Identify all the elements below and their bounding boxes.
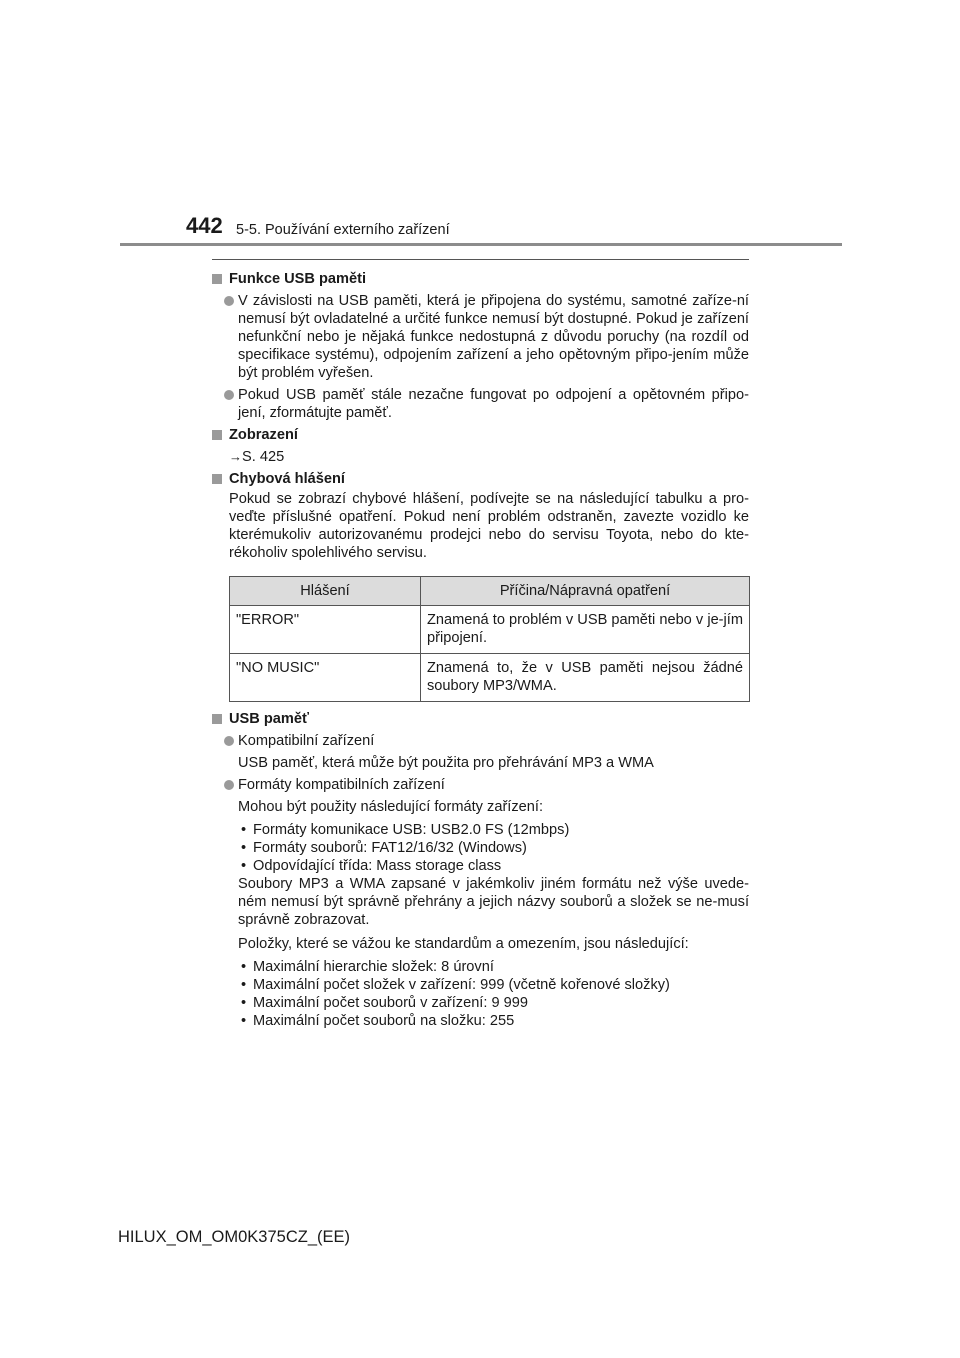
formats-list xyxy=(212,821,749,875)
list-item: • Maximální počet složek v zařízení: 999 (včetně kořenové složky) xyxy=(238,976,749,994)
table-cell-cause: Znamená to, že v USB paměti nejsou žádné soubory MP3/WMA. xyxy=(421,654,750,702)
table-row xyxy=(230,654,750,702)
reference-text: S. 425 xyxy=(242,449,285,465)
list-item: • Maximální počet souborů v zařízení: 9 999 xyxy=(238,994,749,1012)
heading-text: Chybová hlášení xyxy=(229,471,345,487)
body-paragraph: Mohou být použity následující formáty zařízení: xyxy=(238,799,543,815)
bullet-text: V závislosti na USB paměti, která je připojena do systému, samotné zaříze-ní nemusí být ovladatelné a určité funkce nemusí být dostupné. Pokud je zařízení nefunkční nebo je nějaká funkce nedostupná z důvodu poruchy (na rozdíl od specifikace systému), odpojením zařízení a jeho opětovným připo-jením může být problém vyřešen. xyxy=(238,293,749,381)
page-number: 442 xyxy=(186,213,223,238)
heading-display xyxy=(212,426,749,444)
square-bullet-icon xyxy=(212,474,222,484)
limits-intro: Položky, které se vážou ke standardům a omezením, jsou následující: xyxy=(238,936,689,952)
header-rule xyxy=(120,243,842,246)
body-paragraph: USB paměť, která může být použita pro přehrávání MP3 a WMA xyxy=(238,755,654,771)
page-reference[interactable] xyxy=(212,448,749,466)
table-cell-message: "ERROR" xyxy=(230,606,421,654)
bullet-text: Kompatibilní zařízení xyxy=(238,733,375,749)
limits-list xyxy=(212,958,749,1030)
circle-bullet-icon xyxy=(224,780,234,790)
footer-document-code: HILUX_OM_OM0K375CZ_(EE) xyxy=(118,1228,350,1246)
circle-bullet-icon xyxy=(224,736,234,746)
heading-text: Funkce USB paměti xyxy=(229,271,367,287)
error-messages-table xyxy=(229,576,750,702)
square-bullet-icon xyxy=(212,274,222,284)
bullet-text: Formáty kompatibilních zařízení xyxy=(238,777,445,793)
list-item: • Formáty komunikace USB: USB2.0 FS (12mbps) xyxy=(238,821,749,839)
table-cell-cause: Znamená to problém v USB paměti nebo v je-jím připojení. xyxy=(421,606,750,654)
square-bullet-icon xyxy=(212,430,222,440)
list-item: • Formáty souborů: FAT12/16/32 (Windows) xyxy=(238,839,749,857)
table-header-cell: Příčina/Nápravná opatření xyxy=(421,577,750,606)
list-item: • Odpovídající třída: Mass storage class xyxy=(238,857,749,875)
arrow-right-icon: → xyxy=(229,449,242,464)
bullet-item xyxy=(212,732,749,750)
table-header-cell: Hlášení xyxy=(230,577,421,606)
table-header-row xyxy=(230,577,750,606)
heading-text: Zobrazení xyxy=(229,427,298,443)
page-content xyxy=(212,266,749,1030)
heading-usb-memory xyxy=(212,710,749,728)
heading-errors xyxy=(212,470,749,488)
content-rule xyxy=(212,259,749,260)
list-item: • Maximální hierarchie složek: 8 úrovní xyxy=(238,958,749,976)
bullet-text: Pokud USB paměť stále nezačne fungovat po odpojení a opětovném připo-jení, zformátujte paměť. xyxy=(238,387,749,421)
section-title: 5-5. Používání externího zařízení xyxy=(236,222,450,238)
list-item: • Maximální počet souborů na složku: 255 xyxy=(238,1012,749,1030)
table-row xyxy=(230,606,750,654)
errors-paragraph: Pokud se zobrazí chybové hlášení, podívejte se na následující tabulku a pro-veďte příslušné opatření. Pokud není problém odstraněn, zavezte vozidlo ke kterémukoliv autorizovanému prodejci nebo do servisu Toyota, nebo do kte-rékoholiv spolehlivého servisu. xyxy=(229,491,749,561)
bullet-item xyxy=(212,292,749,382)
heading-text: USB paměť xyxy=(229,711,309,727)
circle-bullet-icon xyxy=(224,390,234,400)
circle-bullet-icon xyxy=(224,296,234,306)
square-bullet-icon xyxy=(212,714,222,724)
bullet-item xyxy=(212,386,749,422)
formats-note: Soubory MP3 a WMA zapsané v jakémkoliv jiném formátu než výše uvede-ném nemusí být správně přehrány a jejich názvy souborů a složek se ne-musí správně zobrazovat. xyxy=(238,876,749,928)
bullet-item xyxy=(212,776,749,794)
table-cell-message: "NO MUSIC" xyxy=(230,654,421,702)
heading-usb-function xyxy=(212,270,749,288)
